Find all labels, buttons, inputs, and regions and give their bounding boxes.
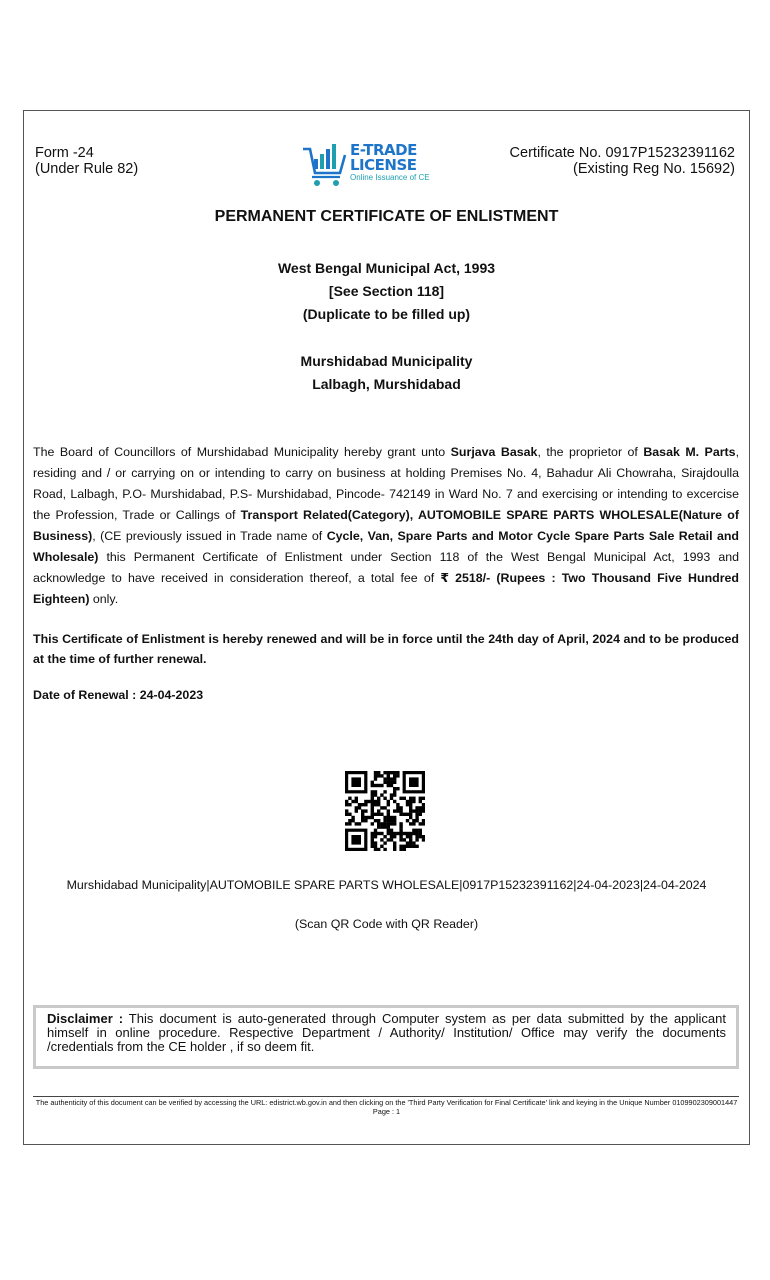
qr-module bbox=[409, 835, 412, 838]
qr-module bbox=[348, 813, 351, 816]
qr-module bbox=[396, 806, 399, 809]
qr-module bbox=[396, 774, 399, 777]
qr-module bbox=[393, 790, 396, 793]
qr-module bbox=[380, 838, 383, 841]
municipality-name: Murshidabad Municipality bbox=[300, 353, 473, 369]
qr-module bbox=[419, 829, 422, 832]
form-number: Form -24 bbox=[35, 145, 94, 161]
qr-module bbox=[345, 803, 348, 806]
qr-module bbox=[351, 816, 354, 819]
qr-module bbox=[380, 774, 383, 777]
logo-tagline: Online Issuance of CE bbox=[350, 173, 430, 182]
qr-module bbox=[399, 813, 402, 816]
qr-module bbox=[419, 809, 422, 812]
qr-module bbox=[371, 841, 374, 844]
qr-module bbox=[393, 848, 396, 851]
qr-module bbox=[358, 806, 361, 809]
previous-trade-name: Cycle, Van, Spare Parts and Motor Cycle Spare Parts Sale Retail and Wholesale) bbox=[33, 529, 740, 564]
disclaimer-text: This document is auto-generated through Computer system as per data submitted by the applicant himself in online procedure. Respective Department / Authority/ Institution/ Office may verify the documents /credentials from the CE holder , if so deem fit. bbox=[47, 1011, 726, 1054]
grant-text-5: this Permanent Certificate of Enlistment under Section 118 of the West Bengal Municipal Act, 1993 and acknowledge to have received in consideration thereof, a total fee of bbox=[33, 550, 739, 585]
qr-module bbox=[387, 784, 390, 787]
qr-module bbox=[403, 797, 406, 800]
qr-module bbox=[396, 803, 399, 806]
qr-module bbox=[383, 816, 386, 819]
qr-module bbox=[371, 800, 374, 803]
qr-module bbox=[396, 787, 399, 790]
qr-module bbox=[374, 829, 377, 832]
qr-module bbox=[412, 797, 415, 800]
qr-module bbox=[377, 803, 380, 806]
qr-module bbox=[383, 841, 386, 844]
verification-note: The authenticity of this document can be verified by accessing the URL: edistrict.wb.gov.in and then clicking on the 'Third Party Verification for Final Certificate' link and keying in the Unique Number 0109902309001447 bbox=[35, 1098, 738, 1107]
qr-module bbox=[361, 819, 364, 822]
qr-module bbox=[383, 819, 386, 822]
qr-module bbox=[383, 777, 386, 780]
qr-module bbox=[399, 848, 402, 851]
qr-module bbox=[377, 809, 380, 812]
qr-module bbox=[377, 832, 380, 835]
qr-module bbox=[374, 800, 377, 803]
qr-module bbox=[419, 835, 422, 838]
page-number: Page : 1 bbox=[372, 1106, 401, 1116]
qr-module bbox=[371, 803, 374, 806]
qr-module bbox=[399, 822, 402, 825]
qr-module bbox=[374, 845, 377, 848]
qr-module bbox=[371, 813, 374, 816]
qr-module bbox=[412, 841, 415, 844]
qr-module bbox=[406, 835, 409, 838]
qr-module bbox=[364, 816, 367, 819]
qr-module bbox=[374, 835, 377, 838]
fee-amount: ₹ 2518/- (Rupees : Two Thousand Five Hundred Eighteen) bbox=[33, 571, 739, 606]
shopping-cart-icon bbox=[302, 141, 348, 189]
qr-module bbox=[415, 809, 418, 812]
grant-text-4: , (CE previously issued in Trade name of bbox=[92, 529, 327, 543]
qr-module bbox=[371, 832, 374, 835]
qr-module bbox=[371, 822, 374, 825]
grant-paragraph bbox=[33, 442, 739, 610]
qr-module bbox=[399, 825, 402, 828]
qr-module bbox=[380, 832, 383, 835]
qr-module bbox=[371, 835, 374, 838]
qr-module bbox=[371, 790, 374, 793]
qr-module bbox=[361, 803, 364, 806]
qr-module bbox=[415, 806, 418, 809]
qr-module bbox=[409, 806, 412, 809]
qr-module bbox=[412, 822, 415, 825]
verification-footer bbox=[30, 1099, 743, 1116]
qr-module bbox=[380, 784, 383, 787]
qr-module bbox=[348, 797, 351, 800]
qr-module bbox=[422, 835, 425, 838]
qr-module bbox=[387, 829, 390, 832]
qr-module bbox=[383, 797, 386, 800]
qr-module bbox=[399, 797, 402, 800]
municipality-address: Lalbagh, Murshidabad bbox=[312, 376, 461, 392]
existing-reg-number: (Existing Reg No. 15692) bbox=[573, 161, 735, 177]
qr-module bbox=[377, 800, 380, 803]
qr-module bbox=[422, 803, 425, 806]
qr-module bbox=[387, 816, 390, 819]
qr-module bbox=[361, 813, 364, 816]
qr-module bbox=[422, 806, 425, 809]
qr-module bbox=[406, 845, 409, 848]
qr-module bbox=[348, 822, 351, 825]
qr-module bbox=[374, 819, 377, 822]
qr-module bbox=[355, 797, 358, 800]
qr-module bbox=[364, 819, 367, 822]
qr-module bbox=[399, 829, 402, 832]
qr-module bbox=[387, 822, 390, 825]
qr-module bbox=[399, 832, 402, 835]
act-name: West Bengal Municipal Act, 1993 bbox=[277, 260, 496, 276]
page-title: PERMANENT CERTIFICATE OF ENLISTMENT bbox=[214, 208, 559, 225]
qr-module bbox=[351, 800, 354, 803]
qr-module bbox=[345, 822, 348, 825]
qr-module bbox=[399, 806, 402, 809]
qr-module bbox=[390, 784, 393, 787]
qr-module bbox=[422, 797, 425, 800]
qr-module bbox=[390, 829, 393, 832]
qr-module bbox=[415, 838, 418, 841]
qr-module bbox=[358, 803, 361, 806]
qr-module bbox=[383, 835, 386, 838]
qr-module bbox=[361, 809, 364, 812]
qr-module bbox=[387, 777, 390, 780]
qr-module bbox=[387, 832, 390, 835]
qr-code[interactable] bbox=[345, 771, 425, 851]
qr-module bbox=[393, 835, 396, 838]
qr-module bbox=[367, 816, 370, 819]
qr-module bbox=[390, 819, 393, 822]
business-name: Basak M. Parts bbox=[643, 445, 736, 459]
grant-text-2: , the proprietor of bbox=[537, 445, 644, 459]
qr-module bbox=[390, 838, 393, 841]
qr-module bbox=[399, 809, 402, 812]
qr-module bbox=[390, 793, 393, 796]
qr-module bbox=[377, 813, 380, 816]
qr-module bbox=[387, 803, 390, 806]
qr-module bbox=[355, 822, 358, 825]
certificate-page bbox=[23, 110, 750, 1145]
qr-module bbox=[403, 813, 406, 816]
qr-module bbox=[371, 797, 374, 800]
qr-module bbox=[412, 832, 415, 835]
qr-module bbox=[396, 771, 399, 774]
qr-module bbox=[415, 816, 418, 819]
qr-module bbox=[371, 793, 374, 796]
qr-module bbox=[387, 800, 390, 803]
proprietor-name: Surjava Basak bbox=[450, 445, 538, 459]
renewal-date: Date of Renewal : 24-04-2023 bbox=[33, 688, 204, 702]
qr-module bbox=[393, 774, 396, 777]
qr-module bbox=[380, 806, 383, 809]
qr-module bbox=[371, 845, 374, 848]
qr-module bbox=[393, 832, 396, 835]
qr-module bbox=[409, 803, 412, 806]
qr-module bbox=[374, 803, 377, 806]
qr-module bbox=[396, 809, 399, 812]
qr-module bbox=[419, 806, 422, 809]
qr-module bbox=[419, 832, 422, 835]
qr-module bbox=[364, 803, 367, 806]
qr-module bbox=[403, 848, 406, 851]
qr-module bbox=[383, 771, 386, 774]
qr-module bbox=[377, 825, 380, 828]
qr-module bbox=[393, 841, 396, 844]
qr-module bbox=[371, 809, 374, 812]
qr-module bbox=[355, 806, 358, 809]
qr-module bbox=[371, 806, 374, 809]
qr-module bbox=[383, 822, 386, 825]
qr-module bbox=[393, 771, 396, 774]
act-block bbox=[24, 257, 749, 326]
qr-caption: Murshidabad Municipality|AUTOMOBILE SPARE PARTS WHOLESALE|0917P15232391162|24-04-2023|24-04-2024 bbox=[66, 878, 707, 892]
qr-module bbox=[383, 848, 386, 851]
qr-module bbox=[371, 838, 374, 841]
qr-module bbox=[409, 838, 412, 841]
trade-category: Transport Related(Category), AUTOMOBILE SPARE PARTS WHOLESALE(Nature of Business) bbox=[33, 508, 739, 543]
qr-module bbox=[345, 809, 348, 812]
qr-module bbox=[419, 822, 422, 825]
qr-module bbox=[422, 838, 425, 841]
qr-module bbox=[419, 800, 422, 803]
qr-module bbox=[406, 832, 409, 835]
qr-module bbox=[406, 800, 409, 803]
qr-module bbox=[374, 777, 377, 780]
qr-module bbox=[393, 777, 396, 780]
qr-module bbox=[351, 835, 361, 845]
qr-module bbox=[387, 809, 390, 812]
qr-module bbox=[409, 797, 412, 800]
qr-module bbox=[377, 771, 380, 774]
logo-line-1: E-TRADE bbox=[350, 141, 417, 159]
qr-module bbox=[351, 777, 361, 787]
qr-module bbox=[387, 825, 390, 828]
qr-module bbox=[348, 819, 351, 822]
qr-module bbox=[393, 787, 396, 790]
qr-module bbox=[409, 777, 419, 787]
qr-module bbox=[390, 781, 393, 784]
qr-module bbox=[374, 790, 377, 793]
qr-module bbox=[422, 819, 425, 822]
certificate-number-block bbox=[510, 145, 735, 177]
qr-module bbox=[399, 835, 402, 838]
qr-module bbox=[364, 809, 367, 812]
qr-module bbox=[419, 797, 422, 800]
qr-module bbox=[393, 781, 396, 784]
qr-module bbox=[393, 793, 396, 796]
qr-module bbox=[383, 825, 386, 828]
qr-module bbox=[380, 825, 383, 828]
qr-module bbox=[403, 845, 406, 848]
qr-module bbox=[387, 813, 390, 816]
qr-module bbox=[380, 845, 383, 848]
qr-scan-hint: (Scan QR Code with QR Reader) bbox=[294, 917, 479, 931]
qr-module bbox=[371, 781, 374, 784]
grant-text-1: The Board of Councillors of Murshidabad Municipality hereby grant unto bbox=[33, 445, 451, 459]
qr-module bbox=[390, 822, 393, 825]
qr-module bbox=[393, 819, 396, 822]
act-section: [See Section 118] bbox=[328, 283, 445, 299]
qr-module bbox=[393, 822, 396, 825]
qr-module bbox=[377, 819, 380, 822]
qr-module bbox=[409, 809, 412, 812]
qr-module bbox=[399, 845, 402, 848]
qr-module bbox=[412, 809, 415, 812]
form-number-block bbox=[35, 145, 138, 177]
qr-module bbox=[377, 784, 380, 787]
grant-text-6: only. bbox=[89, 592, 119, 606]
rule-reference: (Under Rule 82) bbox=[35, 161, 139, 177]
qr-module bbox=[390, 832, 393, 835]
grant-text-3: , residing and / or carrying on or intending to carry on business at holding Premises No. 4, Bahadur Ali Chowraha, Sirajdoulla Road, Lalbagh, P.O- Murshidabad, P.S- Murshidabad, Pincode- 742149 in Ward No. 7 and exercising or intending to excercise the Profession, Trade or Callings of bbox=[33, 445, 740, 522]
qr-module bbox=[393, 800, 396, 803]
qr-module bbox=[415, 829, 418, 832]
certificate-number: Certificate No. 0917P15232391162 bbox=[509, 145, 735, 161]
qr-module bbox=[415, 835, 418, 838]
qr-module bbox=[355, 809, 358, 812]
e-trade-license-logo bbox=[302, 139, 432, 189]
qr-module bbox=[380, 793, 383, 796]
qr-module bbox=[412, 829, 415, 832]
qr-module bbox=[393, 816, 396, 819]
qr-module bbox=[377, 774, 380, 777]
disclaimer-label: Disclaimer : bbox=[47, 1011, 124, 1026]
qr-module bbox=[409, 816, 412, 819]
qr-module bbox=[396, 832, 399, 835]
qr-module bbox=[406, 803, 409, 806]
qr-module bbox=[374, 841, 377, 844]
qr-module bbox=[422, 822, 425, 825]
qr-module bbox=[380, 822, 383, 825]
qr-module bbox=[409, 822, 412, 825]
qr-module bbox=[387, 819, 390, 822]
qr-module bbox=[390, 777, 393, 780]
qr-module bbox=[409, 800, 412, 803]
qr-module bbox=[374, 771, 377, 774]
qr-module bbox=[409, 841, 412, 844]
qr-module bbox=[393, 809, 396, 812]
qr-module bbox=[419, 813, 422, 816]
qr-module bbox=[387, 771, 390, 774]
qr-module bbox=[409, 832, 412, 835]
qr-module bbox=[374, 813, 377, 816]
logo-line-2: LICENSE bbox=[350, 156, 417, 174]
qr-module bbox=[361, 816, 364, 819]
qr-module bbox=[345, 800, 348, 803]
qr-module bbox=[377, 797, 380, 800]
qr-module bbox=[374, 832, 377, 835]
qr-module bbox=[412, 800, 415, 803]
qr-module bbox=[409, 813, 412, 816]
duplicate-note: (Duplicate to be filled up) bbox=[302, 306, 471, 322]
qr-module bbox=[409, 845, 412, 848]
qr-module bbox=[390, 816, 393, 819]
qr-module bbox=[383, 790, 386, 793]
qr-module bbox=[351, 819, 354, 822]
qr-module bbox=[383, 806, 386, 809]
qr-module bbox=[403, 832, 406, 835]
qr-module bbox=[380, 813, 383, 816]
qr-module bbox=[390, 797, 393, 800]
qr-module bbox=[348, 803, 351, 806]
qr-module bbox=[387, 838, 390, 841]
renewal-statement: This Certificate of Enlistment is hereby renewed and will be in force until the 24th day of April, 2024 and to be produced at the time of further renewal. bbox=[33, 632, 739, 666]
qr-module bbox=[415, 813, 418, 816]
qr-module bbox=[403, 838, 406, 841]
qr-module bbox=[406, 841, 409, 844]
qr-module bbox=[345, 813, 348, 816]
qr-module bbox=[415, 832, 418, 835]
qr-module bbox=[374, 848, 377, 851]
qr-module bbox=[422, 809, 425, 812]
qr-module bbox=[374, 784, 377, 787]
qr-module bbox=[399, 838, 402, 841]
qr-module bbox=[406, 819, 409, 822]
qr-module bbox=[412, 845, 415, 848]
disclaimer-box bbox=[33, 1005, 739, 1069]
footer-divider bbox=[33, 1096, 739, 1097]
qr-module bbox=[374, 774, 377, 777]
qr-module bbox=[383, 781, 386, 784]
municipality-block bbox=[24, 350, 749, 396]
qr-module bbox=[390, 835, 393, 838]
qr-module bbox=[393, 845, 396, 848]
qr-module bbox=[390, 771, 393, 774]
qr-module bbox=[377, 822, 380, 825]
qr-module bbox=[355, 800, 358, 803]
qr-module bbox=[412, 819, 415, 822]
qr-module bbox=[387, 781, 390, 784]
qr-module bbox=[415, 845, 418, 848]
qr-module bbox=[367, 800, 370, 803]
qr-module bbox=[364, 800, 367, 803]
qr-module bbox=[371, 816, 374, 819]
qr-module bbox=[406, 813, 409, 816]
qr-module bbox=[377, 848, 380, 851]
qr-module bbox=[374, 793, 377, 796]
qr-module bbox=[371, 784, 374, 787]
qr-module bbox=[358, 822, 361, 825]
qr-module bbox=[415, 819, 418, 822]
qr-module bbox=[387, 774, 390, 777]
